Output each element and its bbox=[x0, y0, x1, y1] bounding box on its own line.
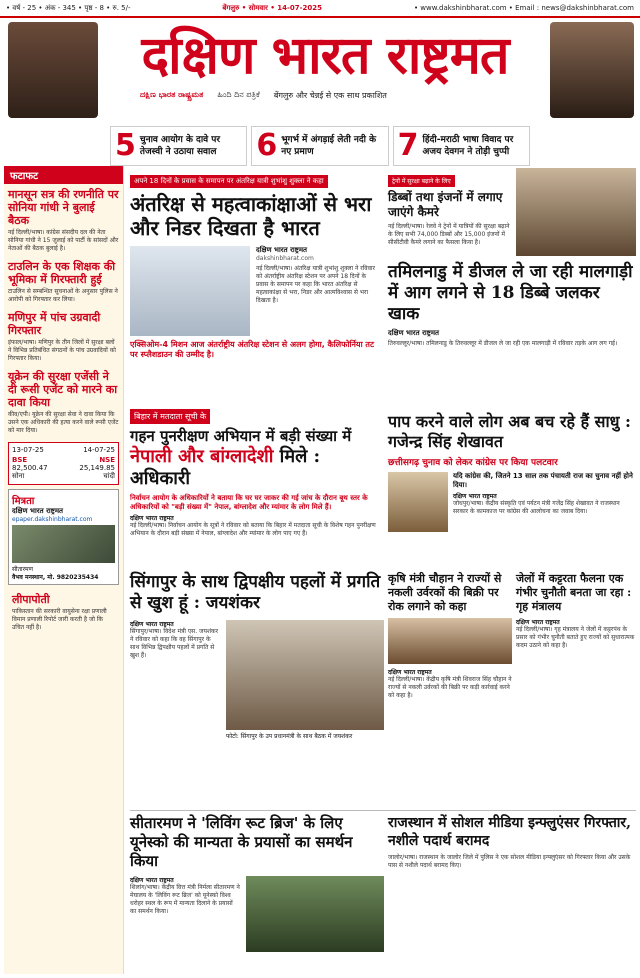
bihar-headline-1: गहन पुनरीक्षण अभियान में बड़ी संख्या में bbox=[130, 427, 352, 445]
fertilizer-photo bbox=[388, 618, 512, 664]
brief-title: टाउलिन के एक शिक्षक की भूमिका में गिरफ्तारी हुई bbox=[8, 260, 116, 286]
jaishankar-photo bbox=[226, 620, 384, 730]
tn-headline: तमिलनाडु में डीजल ले जा रही मालगाड़ी में आग लगने से 18 डिब्बे जलकर खाक bbox=[388, 262, 633, 324]
bihar-body: नई दिल्ली/भाषा। निर्वाचन आयोग के सूत्रों ने रविवार को बताया कि बिहार में मतदाता सूची के विशेष गहन पुनरीक्षण अभियान के दौरान बड़ी संख्या में नेपाल, बांग्लादेश और म्यांमार के लोग पाए गए हैं। bbox=[130, 522, 376, 537]
promo-text: हिंदी-मराठी भाषा विवाद पर अजय देवगन ने तोड़ी चुप्पी bbox=[422, 135, 514, 157]
mitra-signer: वैभव मनस्थान, मो. 9820235434 bbox=[12, 574, 99, 581]
nse-label: NSE bbox=[99, 456, 115, 464]
train-fire-photo bbox=[516, 168, 636, 256]
tn-story[interactable] bbox=[388, 262, 636, 412]
fertilizer-body: नई दिल्ली/भाषा। केंद्रीय कृषि मंत्री शिवराज सिंह चौहान ने राज्यों से नकली उर्वरकों की बिक्री पर कड़ी कार्रवाई करने को कहा है। bbox=[388, 676, 512, 699]
top-info-bar bbox=[0, 0, 640, 18]
promo-text: भूगर्भ में अंगड़ाई लेती नदी के नए प्रमाण bbox=[281, 135, 377, 157]
rajasthan-headline: राजस्थान में सोशल मीडिया इन्फ्लुएंसर गिरफ्तार, नशीले पदार्थ बरामद bbox=[388, 815, 632, 849]
shekhawat-subhead: छत्तीसगढ़ चुनाव को लेकर कांग्रेस पर किया पलटवार bbox=[388, 458, 558, 468]
jaishankar-source: दक्षिण भारत राष्ट्रमत bbox=[130, 621, 174, 628]
brief-body: कीव/एपी। यूक्रेन की सुरक्षा सेवा ने दावा किया कि उसने एक अधिकारी की हत्या करने वाले रूसी एजेंट को मार दिया। bbox=[8, 411, 119, 434]
promo-2[interactable] bbox=[251, 126, 388, 166]
lead-source: दक्षिण भारत राष्ट्रमत bbox=[256, 246, 308, 254]
lead-subhead: एक्सिओम-4 मिशन आज अंतर्राष्ट्रीय अंतरिक्ष स्टेशन से अलग होगा, कैलिफोर्निया तट पर स्प्लैशडाउन की उम्मीद है। bbox=[130, 340, 375, 359]
lead-site: dakshinbharat.com bbox=[256, 255, 314, 262]
jail-body: नई दिल्ली/भाषा। गृह मंत्रालय ने जेलों में कट्टरपंथ के प्रसार को गंभीर चुनौती बताते हुए राज्यों को सुधारात्मक कदम उठाने को कहा है। bbox=[516, 626, 635, 649]
rajasthan-body: जालोर/भाषा। राजस्थान के जालोर जिले में पुलिस ने एक सोशल मीडिया इन्फ्लुएंसर को गिरफ्तार किया और उसके पास से नशीले पदार्थ बरामद किए। bbox=[388, 854, 631, 869]
paper-type: ಹಿಂದಿ ದಿನ ಪತ್ರಿಕೆ bbox=[217, 90, 260, 99]
nse-value: 25,149.85 bbox=[79, 464, 115, 472]
left-bottom-title: लीपापोती bbox=[12, 593, 50, 606]
bse-label: BSE bbox=[12, 456, 28, 464]
silver-label: चांदी bbox=[103, 472, 115, 480]
unesco-body: शिलांग/भाषा। केंद्रीय वित्त मंत्री निर्मला सीतारमण ने मेघालय के 'लिविंग रूट ब्रिज' को यूनेस्को विश्व धरोहर स्थल के रूप में मान्यता दिलाने के प्रयासों का समर्थन किया। bbox=[130, 884, 240, 915]
jaishankar-body: सिंगापुर/भाषा। विदेश मंत्री एस. जयशंकर ने रविवार को कहा कि वह सिंगापुर के साथ विभिन्न द्विपक्षीय पहलों में प्रगति से खुश हैं। bbox=[130, 628, 219, 659]
promo-page-number: 6 bbox=[256, 128, 278, 163]
shekhawat-note: यदि कांग्रेस की, जितने 13 साल तक पंचायती राज का चुनाव नहीं होने दिया। bbox=[453, 472, 633, 489]
lead-headline: अंतरिक्ष से महत्वाकांक्षाओं से भरा और निडर दिखता है भारत bbox=[130, 192, 372, 240]
brief-body: टाउलिन से सम्बन्धित सूचनाओं के अनुसार पुलिस ने आरोपी को गिरफ्तार कर लिया। bbox=[8, 288, 118, 303]
mitra-photo bbox=[12, 525, 115, 563]
bihar-source: दक्षिण भारत राष्ट्रमत bbox=[130, 515, 174, 522]
brief-title: मणिपुर में पांच उग्रवादी गिरफ्तार bbox=[8, 311, 101, 337]
jail-source: दक्षिण भारत राष्ट्रमत bbox=[516, 619, 560, 626]
mitra-box[interactable] bbox=[8, 489, 119, 585]
shekhawat-body: जोधपुर/भाषा। केंद्रीय संस्कृति एवं पर्यटन मंत्री गजेंद्र सिंह शेखावत ने राजस्थान सरकार के कामकाज पर कांग्रेस की आलोचना का जवाब दिया। bbox=[453, 500, 620, 515]
divider bbox=[130, 810, 636, 811]
fertilizer-source: दक्षिण भारत राष्ट्रमत bbox=[388, 669, 432, 676]
lead-body: नई दिल्ली/भाषा। अंतरिक्ष यात्री शुभांशु शुक्ला ने रविवार को अंतर्राष्ट्रीय अंतरिक्ष स्टेशन पर अपने 18 दिनों के प्रवास के समापन पर कहा कि भारत अंतरिक्ष से महत्वाकांक्षा से भरा, निडर और आत्मविश्वास से भरा दिखता है। bbox=[256, 265, 375, 304]
date-info: बेंगलुरु • सोमवार • 14-07-2025 bbox=[222, 3, 323, 12]
jaishankar-caption: फोटो: सिंगापुर के उप प्रधानमंत्री के साथ बैठक में जयशंकर bbox=[226, 733, 353, 740]
promo-page-number: 5 bbox=[115, 128, 136, 163]
brief-item[interactable] bbox=[4, 307, 123, 366]
left-column-heading: फटाफट bbox=[4, 166, 123, 184]
newspaper-title: दक्षिण भारत राष्ट्रमत bbox=[141, 25, 509, 86]
bihar-headline-2a: नेपाली और बांग्लादेशी bbox=[130, 446, 274, 467]
tn-source: दक्षिण भारत राष्ट्रमत bbox=[388, 329, 440, 337]
mitra-subtitle: दक्षिण भारत राष्ट्रमत bbox=[12, 507, 64, 515]
bihar-headline-2b: मिले : अधिकारी bbox=[130, 446, 321, 489]
brief-body: इंफाल/भाषा। मणिपुर के तीन जिलों में सुरक्षा बलों ने विभिन्न प्रतिबंधित संगठनों के पांच उग्रवादियों को गिरफ्तार किया। bbox=[8, 339, 116, 362]
brief-title: मानसून सत्र की रणनीति पर सोनिया गांधी ने बुलाई बैठक bbox=[8, 188, 119, 227]
rajasthan-story[interactable] bbox=[388, 814, 636, 974]
brief-body: नई दिल्ली/भाषा। कांग्रेस संसदीय दल की नेता सोनिया गांधी ने 15 जुलाई को पार्टी के सांसदों और नेताओं की बैठक बुलाई है। bbox=[8, 229, 119, 252]
mitra-title: मित्रता bbox=[12, 496, 35, 507]
left-bottom-box[interactable] bbox=[8, 589, 119, 635]
brief-item[interactable] bbox=[4, 256, 123, 307]
shekhawat-headline: पाप करने वाले लोग अब बच रहे हैं साधु : गजेन्द्र सिंह शेखावत bbox=[388, 412, 631, 451]
left-column bbox=[4, 166, 124, 974]
unesco-story[interactable] bbox=[130, 814, 384, 974]
shekhawat-story[interactable] bbox=[388, 412, 636, 540]
lead-kicker: अपने 18 दिनों के प्रवास के समापन पर अंतरिक्ष यात्री शुभांशु शुक्ला ने कहा bbox=[130, 175, 328, 188]
right-portrait bbox=[550, 22, 634, 118]
cctv-headline: डिब्बों तथा इंजनों में लगाए जाएंगे कैमरे bbox=[388, 190, 503, 219]
bihar-highlight: निर्वाचन आयोग के अधिकारियों ने बताया कि घर घर जाकर की गई जांच के दौरान बूथ स्तर के अधिकारियों को "बड़ी संख्या में" नेपाल, बांग्लादेश और म्यांमार के लोग मिले हैं। bbox=[130, 494, 368, 511]
promo-3[interactable] bbox=[393, 126, 530, 166]
lead-story[interactable] bbox=[130, 168, 380, 398]
market-box bbox=[8, 442, 119, 485]
brief-title: यूक्रेन की सुरक्षा एजेंसी ने दी रूसी एजेंट को मारने का दावा किया bbox=[8, 370, 118, 409]
unesco-source: दक्षिण भारत राष्ट्रमत bbox=[130, 877, 174, 884]
bihar-kicker: बिहार में मतदाता सूची के bbox=[130, 409, 210, 424]
jaishankar-headline: सिंगापुर के साथ द्विपक्षीय पहलों में प्रगति से खुश हूं : जयशंकर bbox=[130, 572, 381, 613]
tagline: बेंगलुरु और चेन्नई से एक साथ प्रकाशित bbox=[273, 91, 387, 100]
cctv-body: नई दिल्ली/भाषा। रेलवे ने ट्रेनों में यात्रियों की सुरक्षा बढ़ाने के लिए सभी 74,000 डिब्बों और 15,000 इंजनों में सीसीटीवी कैमरे लगाने का फैसला किया है। bbox=[388, 223, 510, 246]
contact-info: • www.dakshinbharat.com • Email : news@dakshinbharat.com bbox=[413, 4, 634, 12]
market-date-1: 13-07-25 bbox=[12, 446, 44, 454]
promo-text: चुनाव आयोग के दावे पर तेजस्वी ने उठाया सवाल bbox=[139, 135, 221, 157]
shekhawat-source: दक्षिण भारत राष्ट्रमत bbox=[453, 493, 497, 500]
promo-strip bbox=[110, 126, 530, 166]
promo-page-number: 7 bbox=[397, 128, 419, 163]
lead-photo bbox=[130, 246, 250, 336]
mitra-url[interactable]: epaper.dakshinbharat.com bbox=[12, 516, 93, 523]
unesco-photo bbox=[246, 876, 384, 952]
unesco-headline: सीतारमण ने 'लिविंग रूट ब्रिज' के लिए यूनेस्को की मान्यता के प्रयासों का समर्थन किया bbox=[130, 814, 353, 870]
brief-item[interactable] bbox=[4, 366, 123, 438]
brief-item[interactable] bbox=[4, 184, 123, 256]
shekhawat-photo bbox=[388, 472, 448, 532]
kannada-name: ದಕ್ಷಿಣ ಭಾರತ ರಾಷ್ಟ್ರಮತ bbox=[140, 90, 204, 99]
market-date-2: 14-07-25 bbox=[83, 446, 115, 454]
jaishankar-story[interactable] bbox=[130, 572, 384, 802]
left-bottom-body: पाकिस्तान की सरकारी वायुसेना रक्षा प्रणाली विमान प्रणाली रिपोर्ट जारी करती है जो कि उचित नहीं है। bbox=[12, 608, 107, 631]
bihar-story[interactable] bbox=[130, 404, 384, 554]
masthead-subline bbox=[140, 90, 540, 101]
mitra-note: सीतारमण bbox=[12, 566, 33, 573]
bse-value: 82,500.47 bbox=[12, 464, 48, 472]
fertilizer-headline: कृषि मंत्री चौहान ने राज्यों से नकली उर्वरकों की बिक्री पर रोक लगाने को कहा bbox=[388, 572, 502, 613]
jail-headline: जेलों में कट्टरता फैलना एक गंभीर चुनौती बनता जा रहा : गृह मंत्रालय bbox=[516, 572, 632, 613]
gold-label: सोना bbox=[12, 472, 25, 480]
tn-body: तिरुवल्लूर/भाषा। तमिलनाडु के तिरुवल्लूर में डीजल ले जा रही एक मालगाड़ी में रविवार तड़के आग लग गई। bbox=[388, 340, 618, 347]
cctv-kicker: ट्रेनों में सुरक्षा बढ़ाने के लिए bbox=[388, 175, 455, 187]
jail-story[interactable] bbox=[516, 572, 636, 782]
left-portrait bbox=[8, 22, 98, 118]
issue-info: • वर्ष - 25 • अंक - 345 • पृष्ठ - 8 • रु. 5/- bbox=[6, 3, 131, 12]
fertilizer-story[interactable] bbox=[388, 572, 512, 782]
promo-1[interactable] bbox=[110, 126, 247, 166]
